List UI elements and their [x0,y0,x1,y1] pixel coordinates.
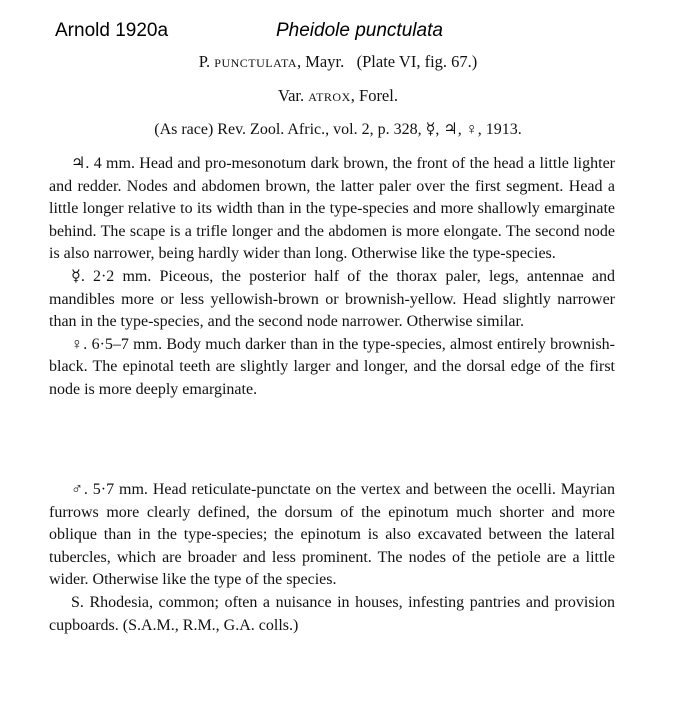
species-name: punctulata [214,52,298,71]
literature-reference: (As race) Rev. Zool. Afric., vol. 2, p. 328, ☿, ♃, ♀, 1913. [154,121,522,138]
paragraph-male: ♂. 5·7 mm. Head reticulate-punctate on the vertex and between the ocelli. Mayrian furrows more clearly defined, the dorsum of the epinotum much shorter and more oblique than in the type-species; the epinotum is also excavated between the lateral tubercles, which are broader and less prominent. The nodes of the petiole are a little wider. Otherwise like the type of the species. [49,481,615,589]
citation-label: Arnold 1920a [55,20,169,41]
variety-author: , Forel. [350,86,398,105]
species-author: , Mayr. [297,52,345,71]
paragraph-major-worker: ♃. 4 mm. Head and pro-mesonotum dark brown, the front of the head a little lighter and redder. Nodes and abdomen brown, the latter paler over the first segment. Head a little longer relative to its width than in the type-species and more shallowly emarginate behind. The scape is a trifle longer and the abdomen is more elongate. The second node is also narrower, being hardly wider than long. Otherwise like the type-species. [49,155,615,263]
description-block-1 [49,153,615,402]
paragraph-distribution: S. Rhodesia, common; often a nuisance in houses, infesting pantries and provision cupboards. (S.A.M., R.M., G.A. colls.) [49,593,615,634]
species-label: Pheidole punctulata [276,20,443,41]
taxon-title [0,52,676,72]
plate-reference: (Plate VI, fig. 67.) [356,52,478,71]
description-block-2 [49,479,615,637]
variety-title [0,86,676,106]
variety-prefix: Var. [278,86,309,105]
genus-abbrev: P. [198,52,215,71]
paragraph-female: ♀. 6·5–7 mm. Body much darker than in the type-species, almost entirely brownish-black. The epinotal teeth are slightly larger and longer, and the dorsal edge of the first node is more deeply emarginate. [49,335,615,398]
variety-name: atrox [308,86,351,105]
paragraph-worker: ☿. 2·2 mm. Piceous, the posterior half of the thorax paler, legs, antennae and mandibles more or less yellowish-brown or brownish-yellow. Head slightly narrower than in the type-species, and the second node narrower. Otherwise similar. [49,267,615,331]
